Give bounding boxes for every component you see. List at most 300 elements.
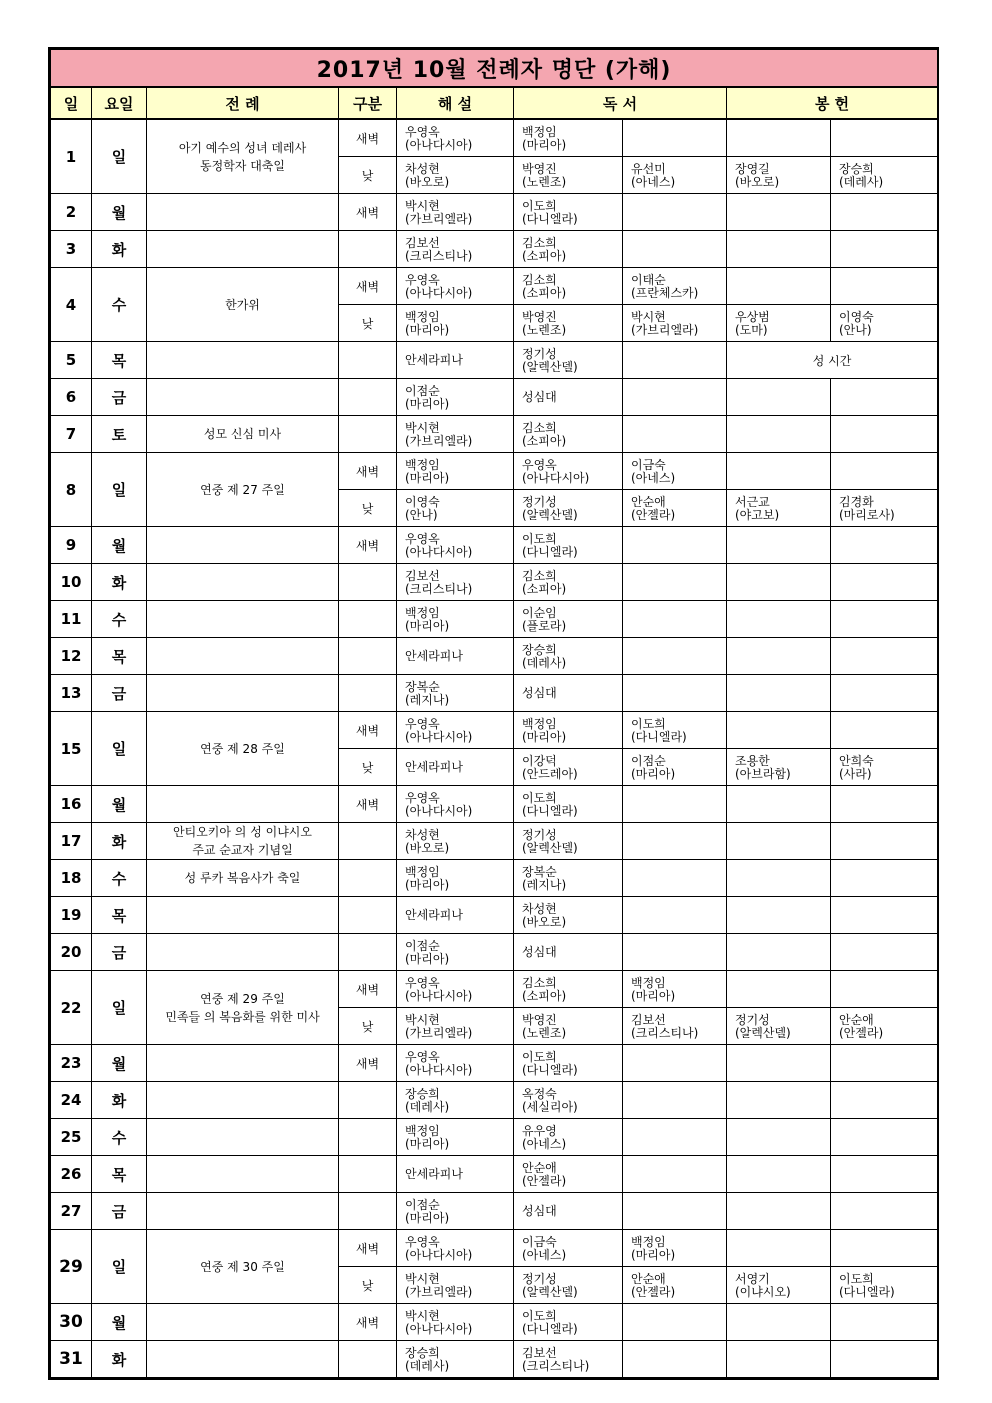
day-number: 4 [51,268,92,342]
baptismal-name: (소피아) [522,988,567,1003]
person-name: 이태순 [631,272,666,287]
baptismal-name: (안드레아) [522,766,578,781]
mass-type [339,1119,397,1156]
baptismal-name: (아나다시아) [405,803,473,818]
weekday: 화 [92,564,147,601]
reader-1-cell [514,231,623,268]
weekday: 수 [92,268,147,342]
mass-type [339,675,397,712]
commentator-cell [397,527,514,564]
liturgy-line: 연중 제 29 주일 [200,991,285,1006]
mass-type: 새벽 [339,527,397,564]
baptismal-name: (알렉산델) [522,840,578,855]
person-name: 안세라피나 [405,353,463,367]
baptismal-name: (노렌조) [522,174,567,189]
commentator-cell [397,119,514,157]
person-name: 김경화 [839,494,874,509]
person-name: 이점순 [631,753,666,768]
reader-1-cell [514,268,623,305]
person-name: 장승희 [839,161,874,176]
offering-2-cell [831,527,938,564]
weekday: 월 [92,527,147,564]
liturgy-name [147,860,339,897]
roster-row [51,1119,938,1156]
commentator-cell [397,564,514,601]
person-name: 백정임 [405,457,440,472]
baptismal-name: (세실리아) [522,1099,578,1114]
person-name: 백정임 [405,1123,440,1138]
offering-1-cell [727,897,831,934]
person-name: 안순애 [522,1160,557,1175]
person-name: 장승희 [405,1345,440,1360]
offering-1-cell [727,675,831,712]
reader-2-cell [623,897,727,934]
roster-row [51,786,938,823]
weekday: 목 [92,342,147,379]
person-name: 정기성 [522,827,557,842]
baptismal-name: (마리아) [405,877,450,892]
reader-1-cell [514,490,623,527]
baptismal-name: (아나다시아) [405,988,473,1003]
mass-type [339,860,397,897]
liturgy-line: 아기 예수의 성녀 데레사 [178,140,307,155]
roster-row [51,1193,938,1230]
header-commentary: 해 설 [397,87,514,119]
liturgy-line: 연중 제 30 주일 [200,1259,285,1274]
commentator-cell [397,1045,514,1082]
reader-2-cell [623,305,727,342]
liturgy-name [147,1082,339,1119]
weekday: 일 [92,971,147,1045]
offering-2-cell [831,1341,938,1378]
reader-1-cell [514,638,623,675]
offering-2-cell [831,1082,938,1119]
roster-body [51,119,938,1378]
header-day: 일 [51,87,92,119]
baptismal-name: (바오로) [405,174,450,189]
day-number: 19 [51,897,92,934]
liturgy-line: 민족들 의 복음화를 위한 미사 [165,1009,320,1024]
person-name: 장복순 [405,679,440,694]
reader-2-cell [623,823,727,860]
reader-1-cell [514,971,623,1008]
person-name: 우상범 [735,309,770,324]
person-name: 이도희 [839,1271,874,1286]
person-name: 우영옥 [405,790,440,805]
reader-2-cell [623,157,727,194]
day-number: 22 [51,971,92,1045]
person-name: 조용한 [735,753,770,768]
weekday: 수 [92,860,147,897]
liturgy-name [147,786,339,823]
person-name: 김보선 [405,568,440,583]
reader-2-cell [623,1119,727,1156]
reader-1-cell [514,305,623,342]
reader-1-cell [514,194,623,231]
baptismal-name: (다니엘라) [522,1062,578,1077]
reader-1-cell [514,712,623,749]
mass-type: 새벽 [339,1230,397,1267]
baptismal-name: (크리스티나) [405,248,473,263]
commentator-cell [397,971,514,1008]
person-name: 장승희 [522,642,557,657]
offering-1-cell [727,1119,831,1156]
liturgy-name [147,564,339,601]
reader-1-cell [514,860,623,897]
person-name: 우영옥 [405,975,440,990]
roster-row [51,897,938,934]
commentator-cell [397,601,514,638]
person-name: 장승희 [405,1086,440,1101]
liturgy-name [147,638,339,675]
reader-1-cell [514,453,623,490]
person-name: 서근교 [735,494,770,509]
person-name: 김보선 [631,1012,666,1027]
person-name: 백정임 [405,309,440,324]
offering-2-cell [831,601,938,638]
liturgy-name [147,601,339,638]
offering-2-cell [831,1156,938,1193]
offering-1-cell [727,786,831,823]
person-name: 정기성 [735,1012,770,1027]
commentator-cell [397,638,514,675]
liturgy-name [147,342,339,379]
offering-1-cell [727,823,831,860]
reader-2-cell [623,749,727,786]
weekday: 일 [92,453,147,527]
person-name: 이점순 [405,383,440,398]
weekday: 일 [92,119,147,194]
mass-type [339,638,397,675]
day-number: 8 [51,453,92,527]
commentator-cell [397,897,514,934]
day-number: 29 [51,1230,92,1304]
person-name: 이강덕 [522,753,557,768]
offering-2-cell [831,971,938,1008]
person-name: 안세라피나 [405,1167,463,1181]
mass-type: 새벽 [339,453,397,490]
mass-type [339,897,397,934]
liturgy-line: 주교 순교자 기념일 [192,843,293,857]
reader-1-cell [514,897,623,934]
reader-2-cell [623,416,727,453]
reader-2-cell [623,712,727,749]
person-name: 장영길 [735,161,770,176]
day-number: 24 [51,1082,92,1119]
offering-2-cell [831,897,938,934]
offering-1-cell [727,1156,831,1193]
offering-2-cell [831,675,938,712]
baptismal-name: (플로라) [522,618,567,633]
baptismal-name: (크리스티나) [405,581,473,596]
person-name: 박시현 [631,309,666,324]
baptismal-name: (사라) [839,766,872,781]
person-name: 이도희 [522,1049,557,1064]
commentator-cell [397,379,514,416]
person-name: 안희숙 [839,753,874,768]
reader-2-cell [623,1045,727,1082]
roster-row [51,119,938,157]
weekday: 수 [92,1119,147,1156]
offering-1-cell [727,157,831,194]
day-number: 18 [51,860,92,897]
roster-row [51,860,938,897]
reader-1-cell [514,749,623,786]
offering-1-cell [727,971,831,1008]
reader-2-cell [623,231,727,268]
roster-row [51,1341,938,1378]
roster-row [51,971,938,1008]
offering-1-cell [727,231,831,268]
baptismal-name: (마리아) [522,137,567,152]
roster-row [51,675,938,712]
baptismal-name: (안젤라) [631,1284,676,1299]
reader-1-cell [514,675,623,712]
person-name: 우영옥 [405,124,440,139]
reader-1-cell [514,1304,623,1341]
baptismal-name: (데레사) [522,655,567,670]
weekday: 목 [92,638,147,675]
person-name: 정기성 [522,346,557,361]
baptismal-name: (안나) [839,322,872,337]
baptismal-name: (이냐시오) [735,1284,791,1299]
baptismal-name: (마리아) [631,1247,676,1262]
offering-2-cell [831,231,938,268]
baptismal-name: (아나다시아) [405,137,473,152]
roster-row [51,564,938,601]
mass-type: 낮 [339,749,397,786]
offering-1-cell [727,934,831,971]
baptismal-name: (알렉산델) [522,1284,578,1299]
baptismal-name: (다니엘라) [522,544,578,559]
day-number: 9 [51,527,92,564]
baptismal-name: (마리아) [405,618,450,633]
offering-2-cell [831,712,938,749]
person-name: 안세라피나 [405,908,463,922]
commentator-cell [397,1267,514,1304]
mass-type: 새벽 [339,1045,397,1082]
reader-2-cell [623,638,727,675]
commentator-cell [397,1008,514,1045]
liturgy-name [147,231,339,268]
reader-2-cell [623,119,727,157]
baptismal-name: (가브리엘라) [631,322,699,337]
reader-2-cell [623,1267,727,1304]
offering-1-cell [727,638,831,675]
offering-1-cell [727,1045,831,1082]
person-name: 우영옥 [405,1234,440,1249]
reader-1-cell [514,379,623,416]
mass-type: 새벽 [339,971,397,1008]
person-name: 이점순 [405,938,440,953]
person-name: 유우영 [522,1123,557,1138]
baptismal-name: (야고보) [735,507,780,522]
commentator-cell [397,231,514,268]
person-name: 백정임 [405,864,440,879]
person-name: 박시현 [405,1012,440,1027]
baptismal-name: (레지나) [522,877,567,892]
reader-1-cell [514,416,623,453]
reader-2-cell [623,490,727,527]
liturgy-name [147,527,339,564]
commentator-cell [397,342,514,379]
person-name: 안순애 [631,494,666,509]
baptismal-name: (마리아) [522,729,567,744]
commentator-cell [397,268,514,305]
person-name: 백정임 [522,716,557,731]
baptismal-name: (마리아) [405,470,450,485]
day-number: 6 [51,379,92,416]
offering-1-cell [727,1341,831,1378]
baptismal-name: (마리아) [405,1210,450,1225]
offering-1-cell [727,119,831,157]
weekday: 화 [92,1082,147,1119]
baptismal-name: (아네스) [631,174,676,189]
offering-2-cell [831,1193,938,1230]
offering-1-cell [727,453,831,490]
reader-1-cell [514,527,623,564]
day-number: 27 [51,1193,92,1230]
header-liturgy: 전 례 [147,87,339,119]
mass-type [339,823,397,860]
roster-row [51,379,938,416]
offering-2-cell [831,490,938,527]
offering-1-cell [727,268,831,305]
liturgy-name [147,971,339,1045]
liturgy-name [147,897,339,934]
roster-row [51,453,938,490]
person-name: 정기성 [522,1271,557,1286]
day-number: 7 [51,416,92,453]
day-number: 5 [51,342,92,379]
day-number: 11 [51,601,92,638]
offering-2-cell [831,119,938,157]
roster-row [51,823,938,860]
day-number: 31 [51,1341,92,1378]
offering-1-cell [727,1008,831,1045]
person-name: 이도희 [522,531,557,546]
reader-2-cell [623,971,727,1008]
mass-type: 새벽 [339,712,397,749]
person-name: 우영옥 [522,457,557,472]
reader-1-cell [514,1341,623,1378]
liturgy-line: 안티오키아 의 성 이냐시오 [173,825,312,839]
baptismal-name: (알렉산델) [522,507,578,522]
liturgy-name [147,1193,339,1230]
day-number: 16 [51,786,92,823]
baptismal-name: (크리스티나) [631,1025,699,1040]
commentator-cell [397,305,514,342]
person-name: 김소희 [522,235,557,250]
baptismal-name: (알렉산델) [735,1025,791,1040]
roster-row [51,712,938,749]
day-number: 2 [51,194,92,231]
mass-type [339,1341,397,1378]
baptismal-name: (다니엘라) [522,1321,578,1336]
commentator-cell [397,490,514,527]
day-number: 12 [51,638,92,675]
baptismal-name: (가브리엘라) [405,211,473,226]
weekday: 월 [92,1304,147,1341]
mass-type: 낮 [339,305,397,342]
person-name: 장복순 [522,864,557,879]
person-name: 김소희 [522,975,557,990]
baptismal-name: (안젤라) [631,507,676,522]
offering-2-cell [831,786,938,823]
reader-2-cell [623,268,727,305]
baptismal-name: (가브리엘라) [405,1284,473,1299]
offering-1-cell [727,305,831,342]
person-name: 유선미 [631,161,666,176]
offering-1-cell [727,1304,831,1341]
person-name: 성심대 [522,945,557,959]
person-name: 우영옥 [405,1049,440,1064]
baptismal-name: (아나다시아) [405,1247,473,1262]
mass-type [339,416,397,453]
commentator-cell [397,1304,514,1341]
offering-2-cell [831,194,938,231]
reader-1-cell [514,1193,623,1230]
baptismal-name: (소피아) [522,285,567,300]
mass-type: 낮 [339,490,397,527]
reader-2-cell [623,564,727,601]
liturgy-line: 성 루카 복음사가 축일 [184,871,301,885]
mass-type [339,1082,397,1119]
liturgy-name [147,1045,339,1082]
person-name: 박시현 [405,420,440,435]
person-name: 이영숙 [405,494,440,509]
offering-2-cell [831,1119,938,1156]
person-name: 차성현 [405,827,440,842]
baptismal-name: (프란체스카) [631,285,699,300]
weekday: 일 [92,1230,147,1304]
liturgy-name [147,1156,339,1193]
commentator-cell [397,1119,514,1156]
liturgy-line: 연중 제 27 주일 [200,482,285,497]
mass-type: 새벽 [339,1304,397,1341]
mass-type [339,934,397,971]
person-name: 이금숙 [522,1234,557,1249]
person-name: 백정임 [631,1234,666,1249]
roster-row [51,1045,938,1082]
baptismal-name: (다니엘라) [522,803,578,818]
liturgy-name [147,453,339,527]
reader-2-cell [623,1341,727,1378]
reader-2-cell [623,1304,727,1341]
commentator-cell [397,934,514,971]
day-number: 10 [51,564,92,601]
mass-type: 낮 [339,157,397,194]
person-name: 정기성 [522,494,557,509]
person-name: 성심대 [522,686,557,700]
person-name: 박시현 [405,1308,440,1323]
weekday: 수 [92,601,147,638]
roster-row [51,342,938,379]
liturgy-line: 연중 제 28 주일 [200,741,285,756]
day-number: 30 [51,1304,92,1341]
person-name: 우영옥 [405,716,440,731]
liturgy-name [147,823,339,860]
person-name: 우영옥 [405,272,440,287]
offering-2-cell [831,823,938,860]
person-name: 김소희 [522,568,557,583]
baptismal-name: (소피아) [522,433,567,448]
liturgy-name [147,119,339,194]
offering-1-cell [727,194,831,231]
mass-type: 새벽 [339,268,397,305]
person-name: 우영옥 [405,531,440,546]
weekday: 금 [92,379,147,416]
